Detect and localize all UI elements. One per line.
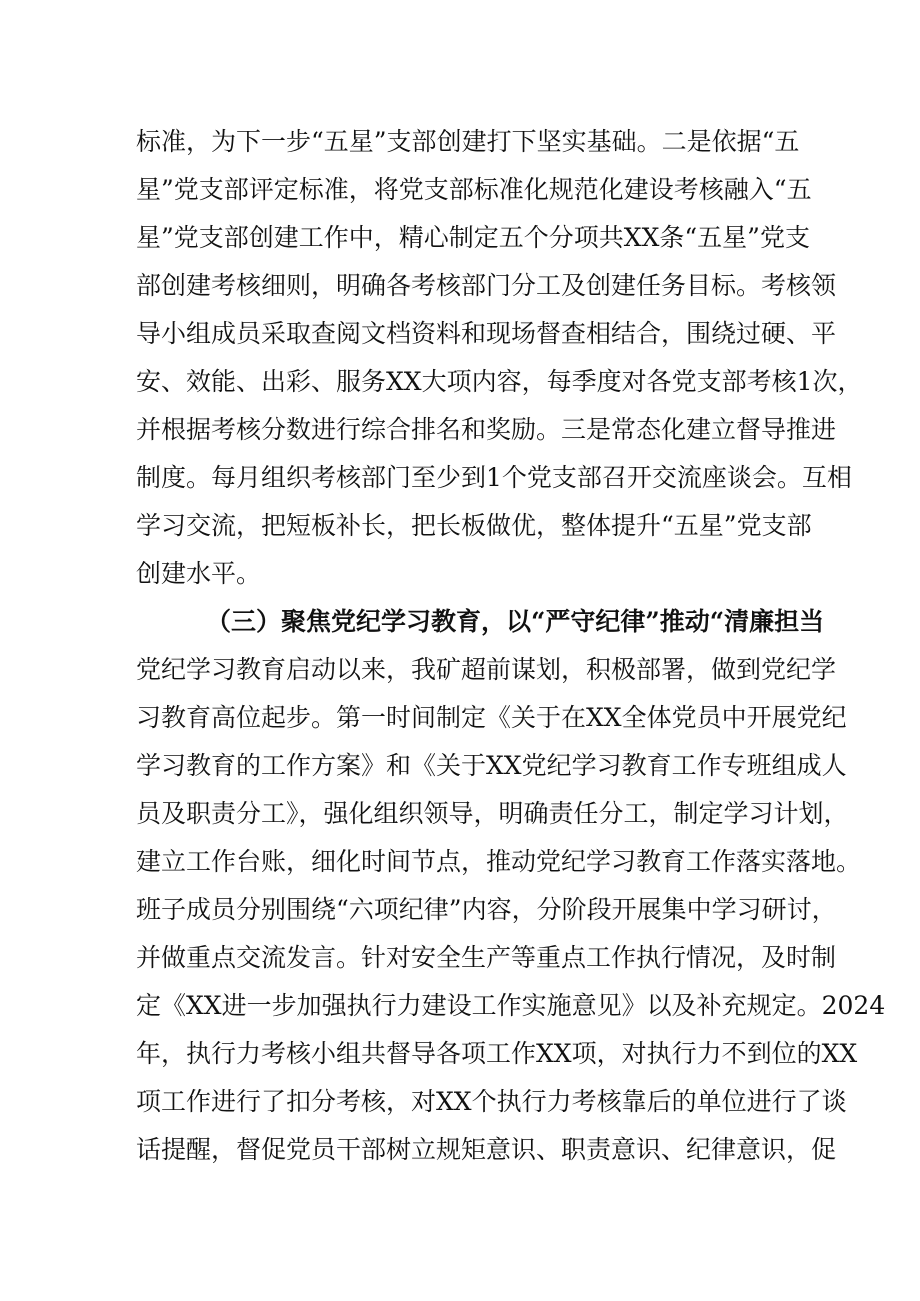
section-three bbox=[136, 598, 886, 1174]
text-line: 班子成员分别围绕“六项纪律”内容，分阶段开展集中学习研讨， bbox=[136, 895, 837, 924]
text-line: 建立工作台账，细化时间节点，推动党纪学习教育工作落实落地。 bbox=[136, 847, 862, 876]
text-line: 党纪学习教育启动以来，我矿超前谋划，积极部署，做到党纪学 bbox=[136, 655, 837, 684]
section-heading: （三）聚焦党纪学习教育，以“严守纪律”推动“清廉担当 bbox=[206, 607, 825, 636]
text-line: 星”党支部创建工作中，精心制定五个分项共XX条“五星”党支 bbox=[136, 223, 810, 252]
text-line: 定《XX进一步加强执行力建设工作实施意见》以及补充规定。2024 bbox=[136, 991, 886, 1020]
text-line: 学习交流，把短板补长，把长板做优，整体提升“五星”党支部 bbox=[136, 511, 812, 540]
text-line: 安、效能、出彩、服务XX大项内容，每季度对各党支部考核1次， bbox=[136, 367, 863, 396]
text-line: 话提醒，督促党员干部树立规矩意识、职责意识、纪律意识，促 bbox=[136, 1135, 837, 1164]
text-line: 项工作进行了扣分考核，对XX个执行力考核靠后的单位进行了谈 bbox=[136, 1087, 847, 1116]
text-line: 年，执行力考核小组共督导各项工作XX项，对执行力不到位的XX bbox=[136, 1039, 858, 1068]
text-line: 导小组成员采取查阅文档资料和现场督查相结合，围绕过硬、平 bbox=[136, 319, 837, 348]
paragraph-star-branch-assessment bbox=[136, 118, 863, 598]
text-line: 部创建考核细则，明确各考核部门分工及创建任务目标。考核领 bbox=[136, 271, 837, 300]
text-line: 习教育高位起步。第一时间制定《关于在XX全体党员中开展党纪 bbox=[136, 703, 847, 732]
text-line: 并做重点交流发言。针对安全生产等重点工作执行情况，及时制 bbox=[136, 943, 837, 972]
text-line: 员及职责分工》，强化组织领导，明确责任分工，制定学习计划， bbox=[136, 799, 849, 828]
text-line: 标准，为下一步“五星”支部创建打下坚实基础。二是依据“五 bbox=[136, 127, 800, 156]
text-line: 创建水平。 bbox=[136, 559, 262, 588]
text-line: 并根据考核分数进行综合排名和奖励。三是常态化建立督导推进 bbox=[136, 415, 837, 444]
text-line: 星”党支部评定标准，将党支部标准化规范化建设考核融入“五 bbox=[136, 175, 812, 204]
text-line: 制度。每月组织考核部门至少到1个党支部召开交流座谈会。互相 bbox=[136, 463, 852, 492]
text-line: 学习教育的工作方案》和《关于XX党纪学习教育工作专班组成人 bbox=[136, 751, 847, 780]
